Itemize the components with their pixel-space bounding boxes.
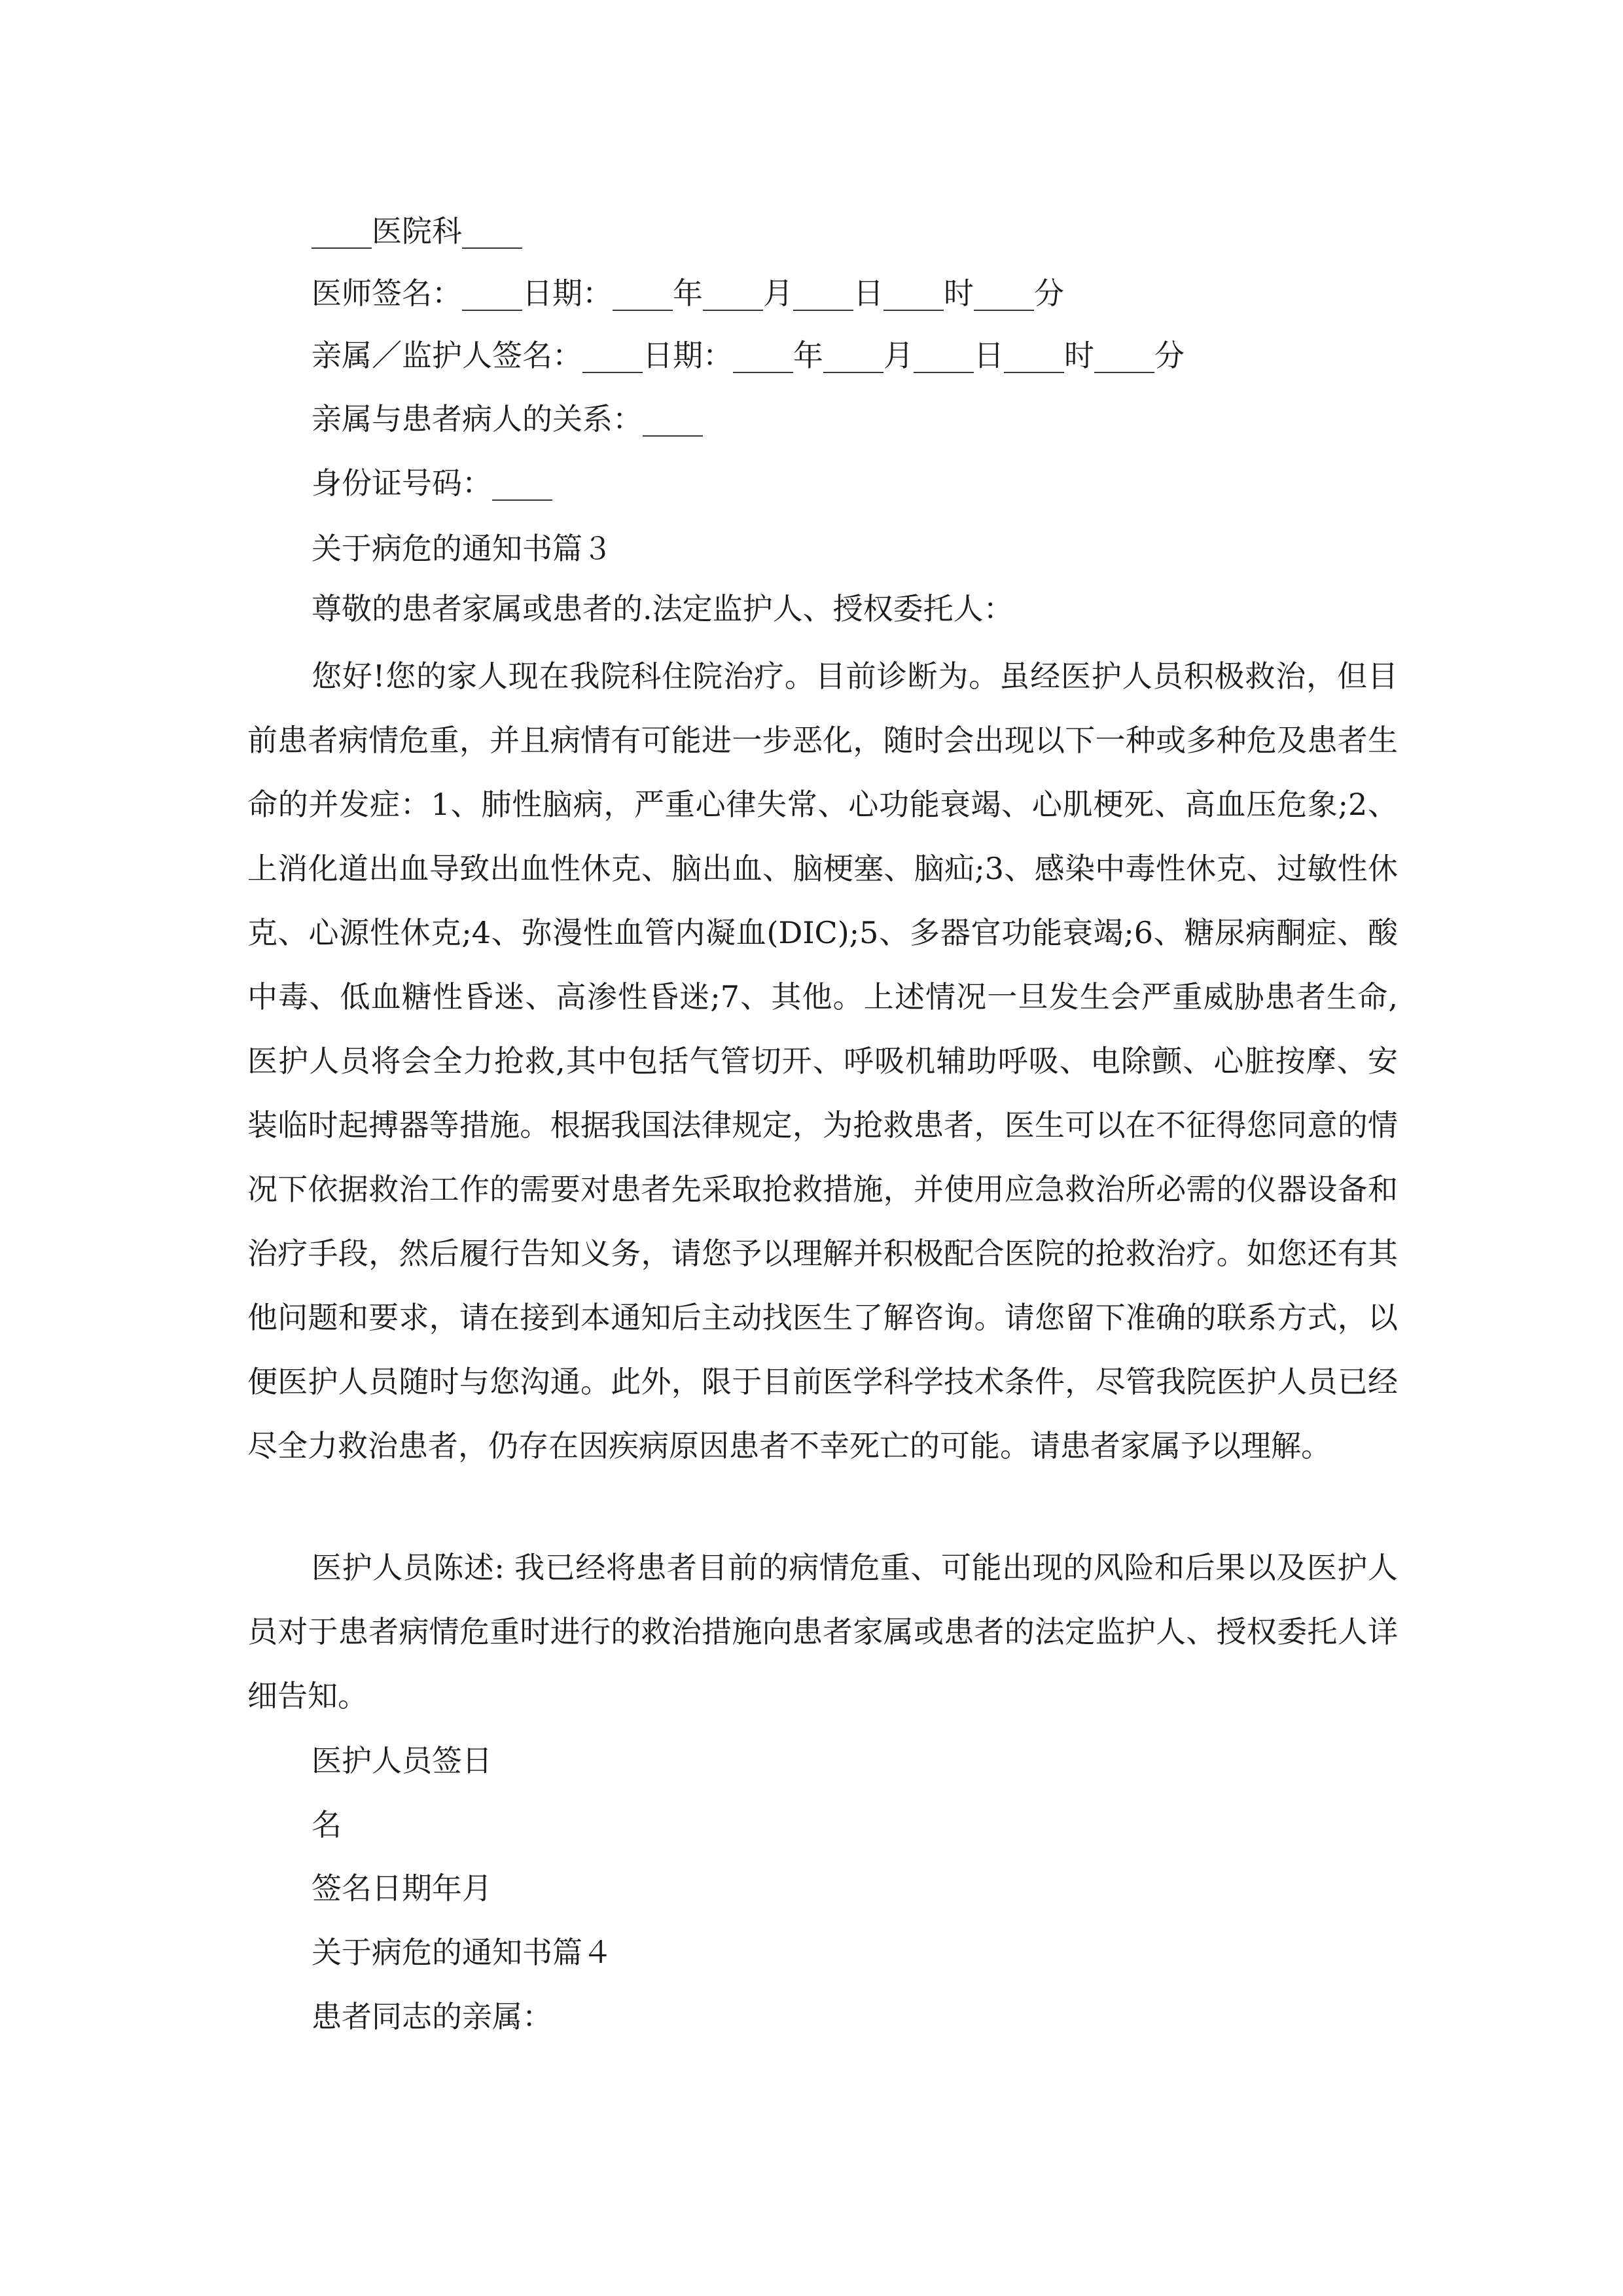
relation-line: 亲属与患者病人的关系：____ bbox=[312, 401, 703, 437]
section3-title: 关于病危的通知书篇３ bbox=[312, 531, 613, 566]
staff-signature-line-2: 名 bbox=[312, 1807, 342, 1842]
doctor-signature-line: 医师签名：____日期：____年____月____日____时____分 bbox=[312, 276, 1064, 311]
section4-salutation: 患者同志的亲属： bbox=[312, 1999, 552, 2034]
section4-title: 关于病危的通知书篇４ bbox=[312, 1935, 613, 1970]
id-number-line: 身份证号码：____ bbox=[312, 465, 552, 501]
staff-statement-paragraph: 医护人员陈述: 我已经将患者目前的病情危重、可能出现的风险和后果以及医护人员对于患者病情危重时进行的救治措施向患者家属或患者的法定监护人、授权委托人详细告知。 bbox=[247, 1550, 1398, 1713]
sign-date-line: 签名日期年月 bbox=[312, 1871, 492, 1906]
section3-salutation: 尊敬的患者家属或患者的.法定监护人、授权委托人： bbox=[312, 591, 1014, 626]
section3-body-paragraph: 您好!您的家人现在我院科住院治疗。目前诊断为。虽经医护人员积极救治，但目前患者病情危重，并且病情有可能进一步恶化，随时会出现以下一种或多种危及患者生命的并发症：1、肺性脑病，严重心律失常、心功能衰竭、心肌梗死、高血压危象;2、上消化道出血导致出血性休克、脑出血、脑梗塞、脑疝;3、感染中毒性休克、过敏性休克、心源性休克;4、弥漫性血管内凝血(DIC);5、多器官功能衰竭;6、糖尿病酮症、酸中毒、低血糖性昏迷、高渗性昏迷;7、其他。上述情况一旦发生会严重威胁患者生命,医护人员将会全力抢救,其中包括气管切开、呼吸机辅助呼吸、电除颤、心脏按摩、安装临时起搏器等措施。根据我国法律规定，为抢救患者，医生可以在不征得您同意的情况下依据救治工作的需要对患者先采取抢救措施，并使用应急救治所必需的仪器设备和治疗手段，然后履行告知义务，请您予以理解并积极配合医院的抢救治疗。如您还有其他问题和要求，请在接到本通知后主动找医生了解咨询。请您留下准确的联系方式，以便医护人员随时与您沟通。此外，限于目前医学科学技术条件，尽管我院医护人员已经尽全力救治患者，仍存在因疾病原因患者不幸死亡的可能。请患者家属予以理解。 bbox=[247, 658, 1398, 1463]
hospital-line: ____医院科____ bbox=[312, 213, 522, 249]
relative-signature-line: 亲属／监护人签名：____日期：____年____月____日____时____分 bbox=[312, 338, 1185, 373]
staff-signature-line-1: 医护人员签日 bbox=[312, 1743, 492, 1778]
